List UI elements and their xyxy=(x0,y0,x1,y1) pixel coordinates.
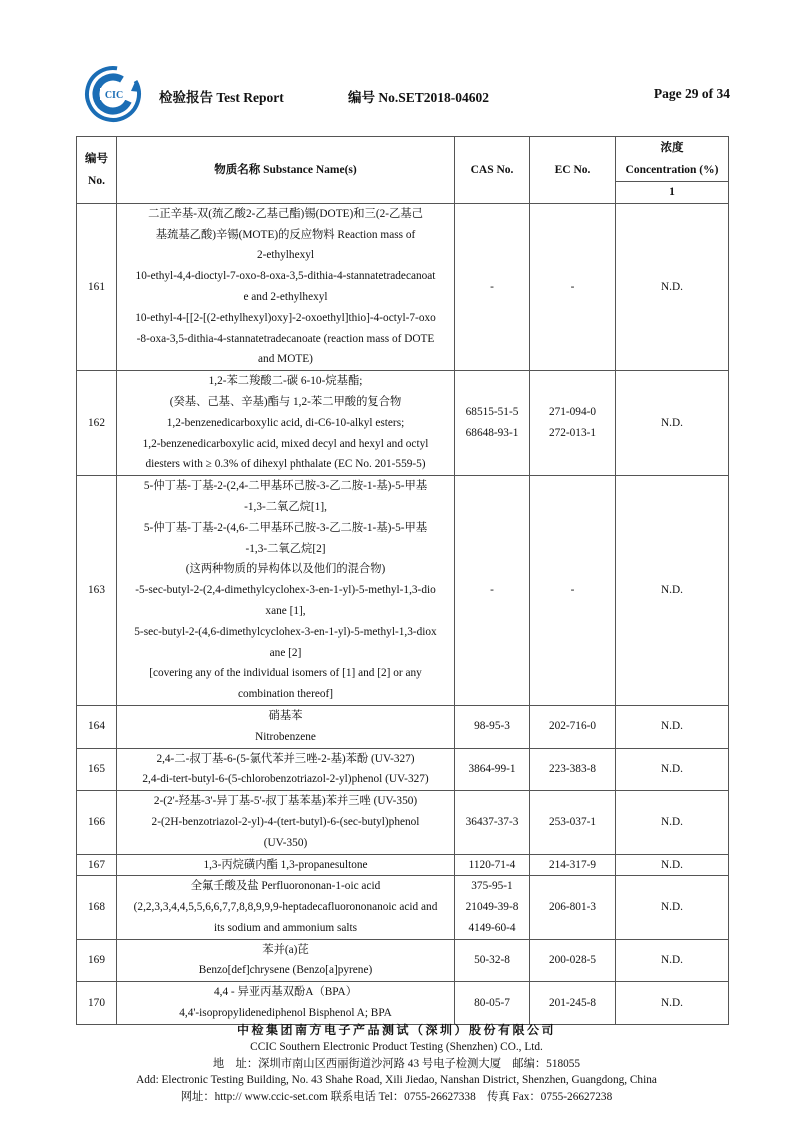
concentration-result: N.D. xyxy=(616,476,729,706)
row-number: 170 xyxy=(77,982,117,1025)
company-name-cn: 中检集团南方电子产品测试（深圳）股份有限公司 xyxy=(236,1023,556,1037)
header-substance-name: 物质名称 Substance Name(s) xyxy=(117,137,455,204)
substance-name: 全氟壬酸及盐 Perfluorononan-1-oic acid (2,2,3,3,4,4,5,5,6,6,7,7,8,8,9,9,9-heptadecafluorononanoic acid and its sodium and ammonium salts xyxy=(117,876,455,939)
table-body xyxy=(77,203,729,1024)
cas-number: 375-95-1 21049-39-8 4149-60-4 xyxy=(455,876,530,939)
concentration-result: N.D. xyxy=(616,876,729,939)
ec-number: 253-037-1 xyxy=(530,791,616,854)
concentration-result: N.D. xyxy=(616,939,729,982)
ec-number: 201-245-8 xyxy=(530,982,616,1025)
row-number: 166 xyxy=(77,791,117,854)
table-row xyxy=(77,203,729,370)
cas-number: 98-95-3 xyxy=(455,705,530,748)
substance-name: 2,4-二-叔丁基-6-(5-氯代苯并三唑-2-基)苯酚 (UV-327) 2,4-di-tert-butyl-6-(5-chlorobenzotriazol-2-yl)phenol (UV-327) xyxy=(117,748,455,791)
page-footer xyxy=(0,1022,793,1105)
cas-number: 36437-37-3 xyxy=(455,791,530,854)
table-row xyxy=(77,371,729,476)
concentration-result: N.D. xyxy=(616,371,729,476)
row-number: 168 xyxy=(77,876,117,939)
substance-name: 苯并(a)芘 Benzo[def]chrysene (Benzo[a]pyrene) xyxy=(117,939,455,982)
cas-number: - xyxy=(455,476,530,706)
report-number: 编号 No.SET2018-04602 xyxy=(348,90,490,105)
header-concentration: 浓度 Concentration (%) xyxy=(616,137,729,182)
ec-number: - xyxy=(530,203,616,370)
row-number: 161 xyxy=(77,203,117,370)
header-sample-1: 1 xyxy=(616,182,729,204)
header-cas: CAS No. xyxy=(455,137,530,204)
concentration-result: N.D. xyxy=(616,982,729,1025)
substance-name: 1,2-苯二羧酸二-碳 6-10-烷基酯; (癸基、己基、辛基)酯与 1,2-苯二甲酸的复合物 1,2-benzenedicarboxylic acid, di-C6-10-alkyl esters; 1,2-benzenedicarboxylic acid, mixed decyl and hexyl and octyl diesters with ≥ 0.3% of dihexyl phthalate (EC No. 201-559-5) xyxy=(117,371,455,476)
cas-number: - xyxy=(455,203,530,370)
svg-text:CIC: CIC xyxy=(104,90,124,101)
ec-number: - xyxy=(530,476,616,706)
company-name-en: CCIC Southern Electronic Product Testing (Shenzhen) CO., Ltd. xyxy=(250,1041,543,1053)
page-number: Page 29 of 34 xyxy=(653,86,730,101)
table-row xyxy=(77,791,729,854)
cas-number: 1120-71-4 xyxy=(455,854,530,876)
substance-name: 2-(2'-羟基-3'-异丁基-5'-叔丁基苯基)苯并三唑 (UV-350) 2-(2H-benzotriazol-2-yl)-4-(tert-butyl)-6-(sec-butyl)phenol (UV-350) xyxy=(117,791,455,854)
concentration-result: N.D. xyxy=(616,705,729,748)
substance-name: 1,3-丙烷磺内酯 1,3-propanesultone xyxy=(117,854,455,876)
concentration-result: N.D. xyxy=(616,791,729,854)
table-row xyxy=(77,476,729,706)
table-row xyxy=(77,982,729,1025)
ec-number: 206-801-3 xyxy=(530,876,616,939)
substance-table xyxy=(76,136,729,1025)
row-number: 165 xyxy=(77,748,117,791)
header-ec: EC No. xyxy=(530,137,616,204)
address-cn: 地 址：深圳市南山区西丽街道沙河路 43 号电子检测大厦 邮编：518055 xyxy=(212,1057,581,1070)
page-header xyxy=(80,62,730,126)
report-title: 检验报告 Test Report xyxy=(159,90,284,105)
concentration-result: N.D. xyxy=(616,203,729,370)
cas-number: 3864-99-1 xyxy=(455,748,530,791)
table-row xyxy=(77,854,729,876)
substance-name: 5-仲丁基-丁基-2-(2,4-二甲基环己胺-3-乙二胺-1-基)-5-甲基 -1,3-二氧乙烷[1], 5-仲丁基-丁基-2-(4,6-二甲基环己胺-3-乙二胺-1-基)-5-甲基 -1,3-二氧乙烷[2] (这两种物质的异构体以及他们的混合物) -5-sec-butyl-2-(2,4-dimethylcyclohex-3-en-1-yl)-5-methyl-1,3-dio xane [1], 5-sec-butyl-2-(4,6-dimethylcyclohex-3-en-1-yl)-5-methyl-1,3-diox ane [2] [covering any of the individual isomers of [1] and [2] or any combination thereof] xyxy=(117,476,455,706)
concentration-result: N.D. xyxy=(616,854,729,876)
table-row xyxy=(77,748,729,791)
substance-name: 硝基苯 Nitrobenzene xyxy=(117,705,455,748)
row-number: 169 xyxy=(77,939,117,982)
table-row xyxy=(77,939,729,982)
row-number: 167 xyxy=(77,854,117,876)
contact-info: 网址：http:// www.ccic-set.com 联系电话 Tel：0755-26627338 传真 Fax：0755-26627238 xyxy=(180,1090,613,1103)
concentration-result: N.D. xyxy=(616,748,729,791)
ccic-logo-icon xyxy=(83,64,143,124)
substance-name: 二正辛基-双(巯乙酸2-乙基己酯)锡(DOTE)和三(2-乙基己 基巯基乙酸)辛锡(MOTE)的反应物料 Reaction mass of 2-ethylhexyl 10-ethyl-4,4-dioctyl-7-oxo-8-oxa-3,5-dithia-4-stannatetradecanoat e and 2-ethylhexyl 10-ethyl-4-[[2-[(2-ethylhexyl)oxy]-2-oxoethyl]thio]-4-octyl-7-oxo -8-oxa-3,5-dithia-4-stannatetradecanoate (reaction mass of DOTE and MOTE) xyxy=(117,203,455,370)
row-number: 164 xyxy=(77,705,117,748)
ec-number: 202-716-0 xyxy=(530,705,616,748)
row-number: 163 xyxy=(77,476,117,706)
cas-number: 50-32-8 xyxy=(455,939,530,982)
ec-number: 214-317-9 xyxy=(530,854,616,876)
row-number: 162 xyxy=(77,371,117,476)
header-no: 编号 No. xyxy=(77,137,117,204)
cas-number: 80-05-7 xyxy=(455,982,530,1025)
cas-number: 68515-51-5 68648-93-1 xyxy=(455,371,530,476)
table-row xyxy=(77,705,729,748)
address-en: Add: Electronic Testing Building, No. 43 Shahe Road, Xili Jiedao, Nanshan District, Shenzhen, Guangdong, China xyxy=(136,1074,657,1086)
ec-number: 271-094-0 272-013-1 xyxy=(530,371,616,476)
table-row xyxy=(77,876,729,939)
ec-number: 200-028-5 xyxy=(530,939,616,982)
ec-number: 223-383-8 xyxy=(530,748,616,791)
substance-name: 4,4 - 异亚丙基双酚A（BPA） 4,4'-isopropylidenediphenol Bisphenol A; BPA xyxy=(117,982,455,1025)
